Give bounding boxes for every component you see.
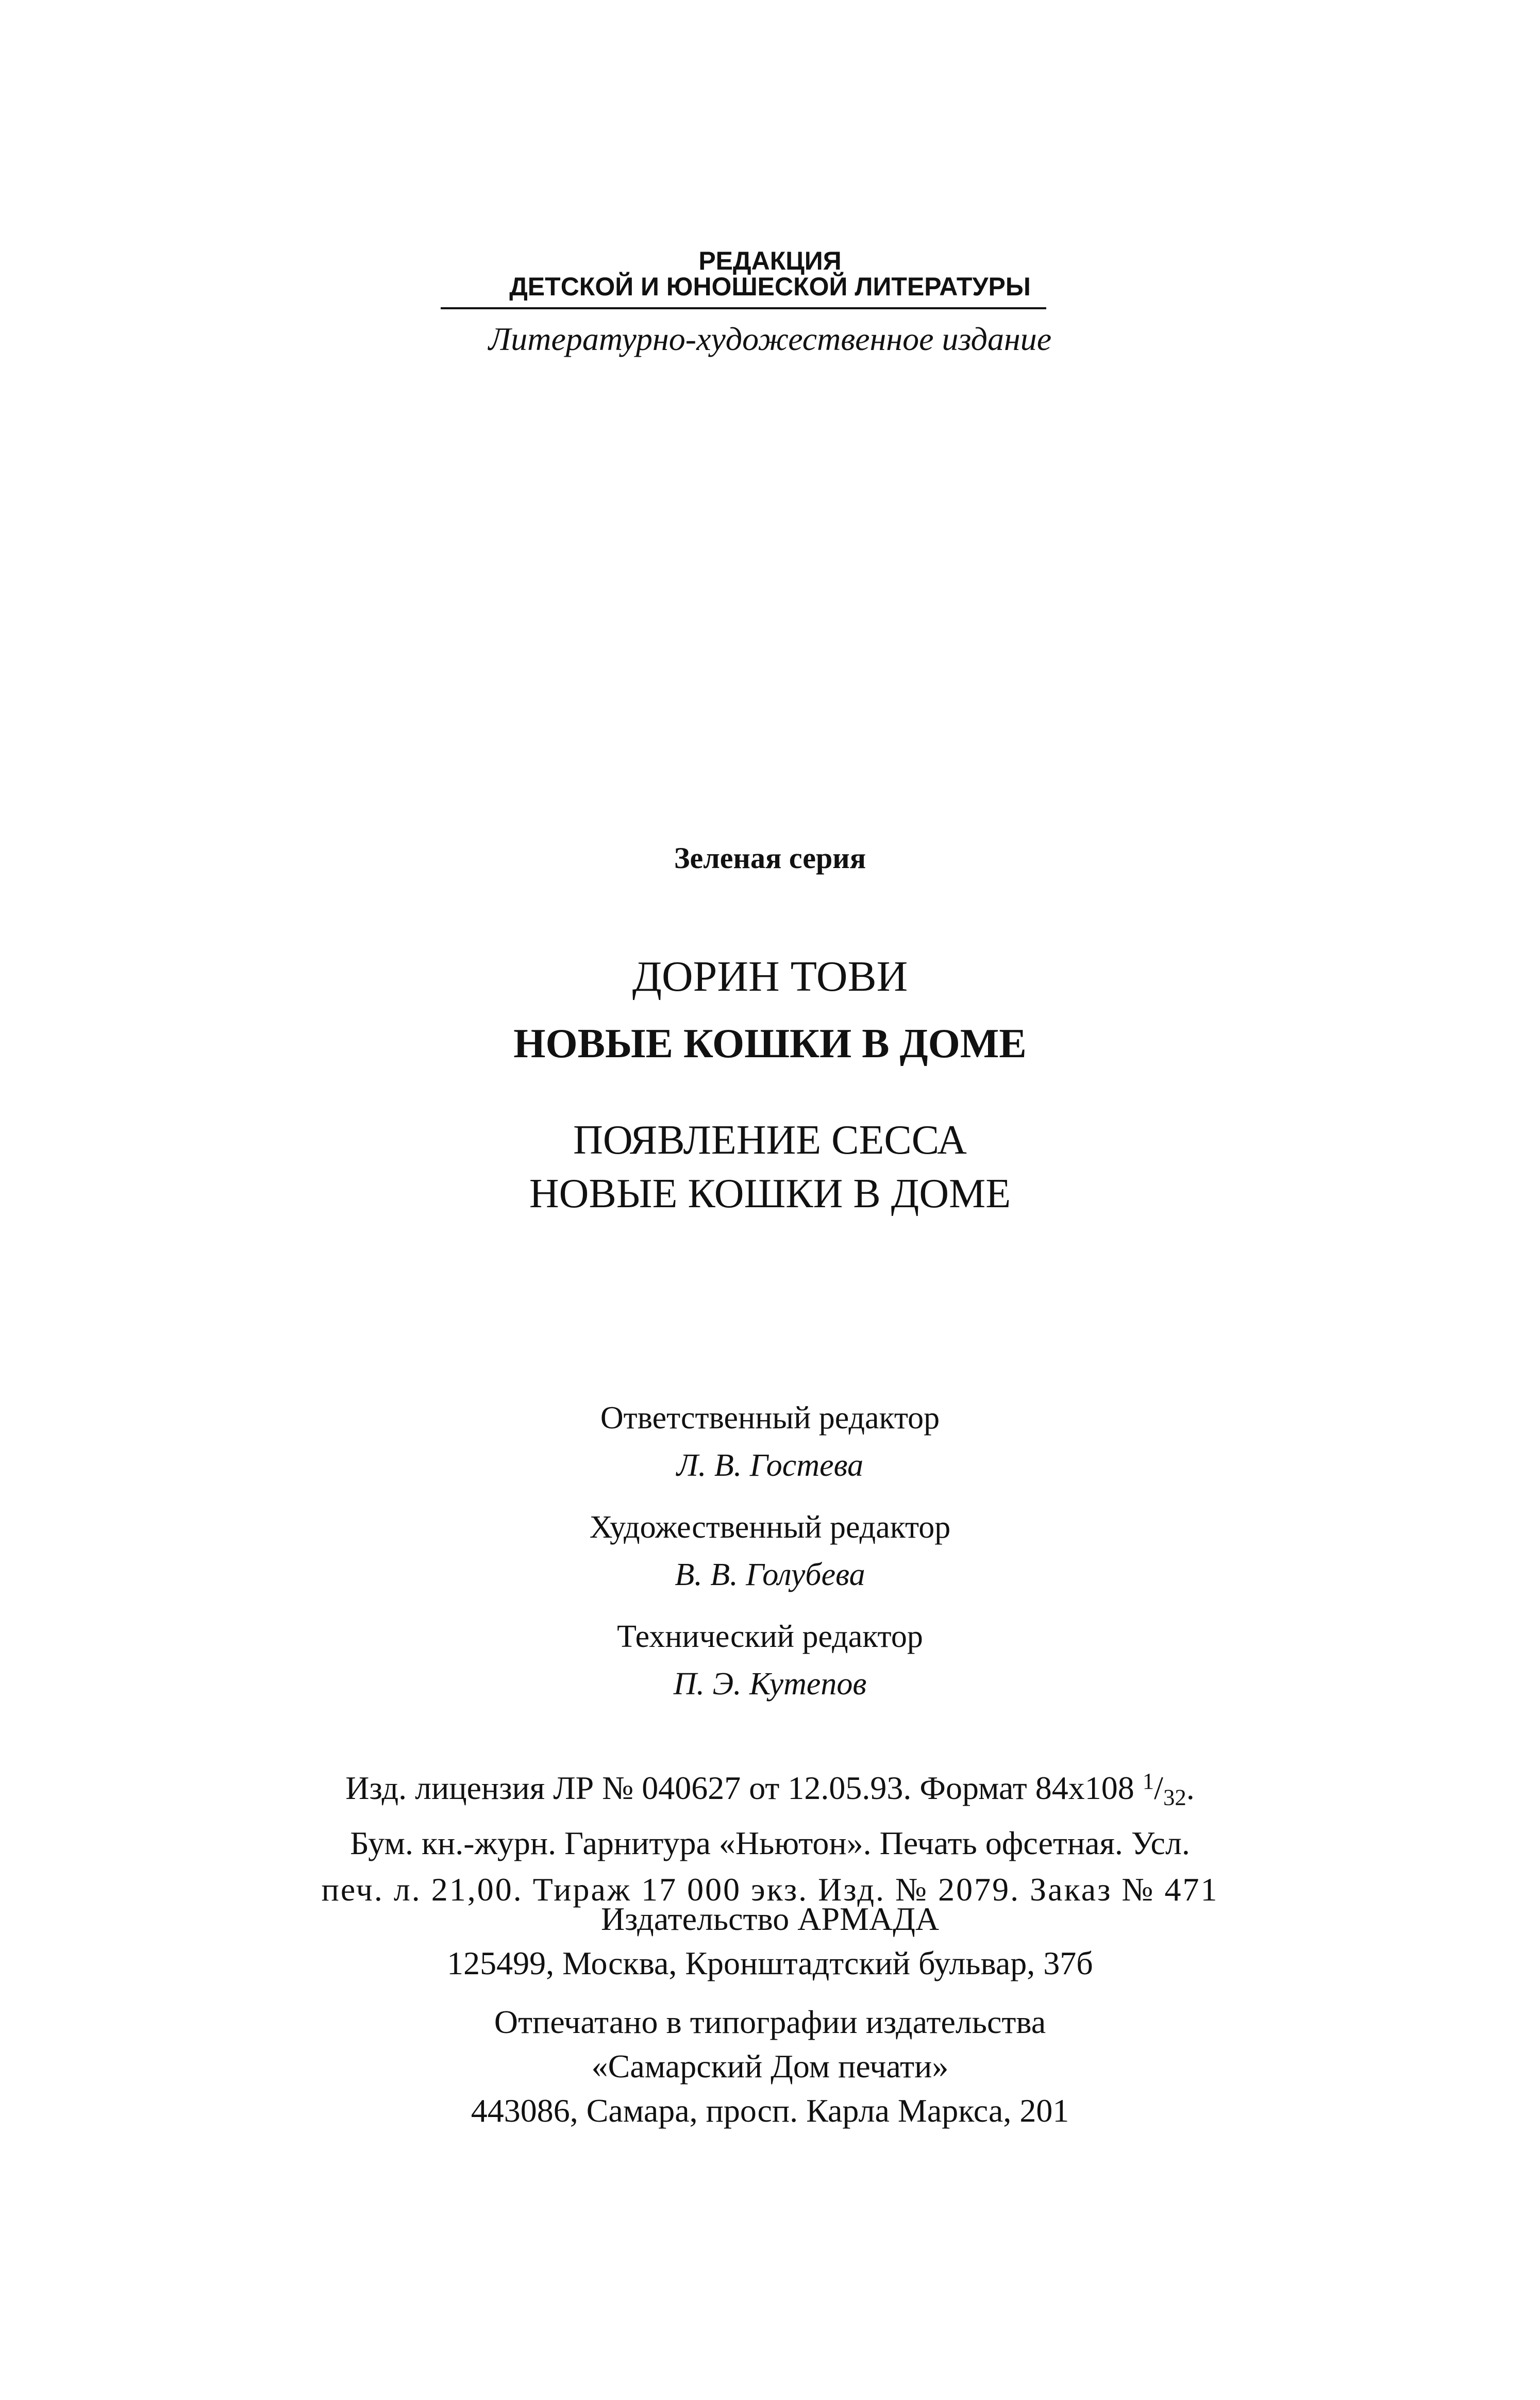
- book-author: ДОРИН ТОВИ: [632, 953, 908, 1001]
- imprint-details: [0, 1758, 1540, 1913]
- book-contents: [0, 1113, 1540, 1221]
- credit-role: Технический редактор: [617, 1619, 923, 1654]
- imprint-line: Изд. лицензия ЛР № 040627 от 12.05.93. Формат 84x108 $^1/_{32}$.: [345, 1768, 1195, 1810]
- edition-genre: Литературно-художественное издание: [488, 321, 1052, 357]
- book-title: НОВЫЕ КОШКИ В ДОМЕ: [513, 1021, 1027, 1066]
- editorial-label: РЕДАКЦИЯ: [698, 246, 842, 275]
- imprint-line: печ. л. 21,00. Тираж 17 000 экз. Изд. № 2079. Заказ № 471: [321, 1871, 1219, 1908]
- publisher-info: [0, 1897, 1540, 1986]
- publisher-address: 125499, Москва, Кронштадтский бульвар, 37б: [447, 1945, 1093, 1981]
- printer-name: «Самарский Дом печати»: [591, 2048, 949, 2085]
- credits: [0, 1394, 1540, 1708]
- credit-name: П. Э. Кутепов: [673, 1666, 867, 1702]
- series-name: Зеленая серия: [674, 841, 866, 875]
- editorial-department: ДЕТСКОЙ И ЮНОШЕСКОЙ ЛИТЕРАТУРЫ: [509, 272, 1031, 301]
- contents-item: ПОЯВЛЕНИЕ СЕССА: [573, 1118, 967, 1163]
- imprint-line: Бум. кн.-журн. Гарнитура «Ньютон». Печать офсетная. Усл.: [350, 1825, 1190, 1862]
- credit-role: Художественный редактор: [589, 1510, 951, 1545]
- publisher-name: Издательство АРМАДА: [600, 1901, 940, 1937]
- contents-item: НОВЫЕ КОШКИ В ДОМЕ: [529, 1171, 1011, 1216]
- printer-address: 443086, Самара, просп. Карла Маркса, 201: [471, 2092, 1069, 2129]
- printer-line: Отпечатано в типографии издательства: [494, 2004, 1046, 2040]
- credit-name: Л. В. Гостева: [676, 1448, 864, 1483]
- printer-info: [0, 2000, 1540, 2133]
- credit-role: Ответственный редактор: [600, 1401, 940, 1436]
- header-divider: [441, 307, 1046, 309]
- credit-name: В. В. Голубева: [675, 1557, 865, 1592]
